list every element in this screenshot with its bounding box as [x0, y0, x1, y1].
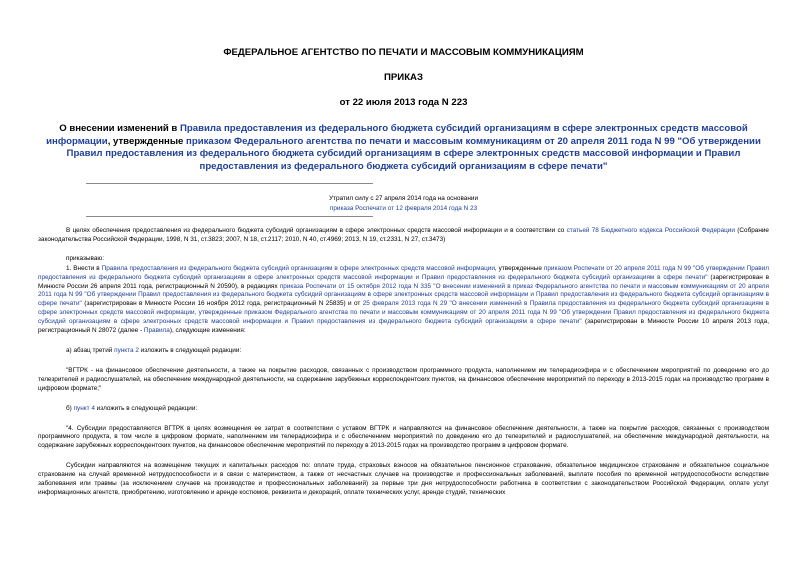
quote-vgtrk: "ВГТРК - на финансовое обеспечение деятельности, а также на покрытие расходов, связанных с производством программного продукта, наполнением им телерадиоэфира и с обеспечением мероприятий по доведению его до телезрителей и радиослушателей, на обеспечение международной деятельности, на содержание зарубежных корреспондентских пунктов, на финансовое обеспечение мероприятий по переходу в 2013-2015 годах на производство программ в цифровом формате;"	[38, 366, 769, 392]
status-note-text: Утратил силу с 27 апреля 2014 года на основании	[328, 195, 479, 202]
item1-text-1: 1. Внести в	[66, 264, 102, 272]
document-title	[38, 123, 769, 173]
item1-link-rules-short[interactable]: Правила	[143, 327, 170, 335]
document-type: ПРИКАЗ	[384, 72, 423, 83]
item1-link-order-335[interactable]: приказа Роспечати от 15 октября 2012 года N 335 "О внесении изменений в приказ Федерального агентства по печати и массовым коммуникациям от 20 апреля 2011 года N 99 "Об утверждении Правил предоставления из федерального бюджета субсидий организациям в сфере электронных средств массовой информации и Правил предоставления из федерального бюджета субсидий организациям в сфере печати"	[38, 282, 769, 308]
link-budget-code[interactable]: статьей 78 Бюджетного кодекса Российской Федерации	[566, 227, 735, 234]
status-note	[38, 194, 769, 213]
item-a-paragraph	[38, 347, 769, 356]
link-punkt-2[interactable]: пункта 2	[114, 346, 139, 354]
item-b-paragraph	[38, 405, 769, 414]
item1-text-5: (зарегистрирован в Минюсте России 10 апреля 2013 года, регистрационный N 28072 (далее -	[38, 318, 769, 335]
title-mid: , утвержденные	[107, 135, 187, 147]
item1-text-2: , утвержденные	[494, 264, 544, 272]
item-a-text-2: изложить в следующей редакции:	[138, 346, 242, 354]
item1-text-3: (зарегистрирован в Минюсте России 26 апреля 2011 года, регистрационный N 20590), в редакциях	[38, 273, 769, 290]
prikazyvayu: приказываю:	[66, 254, 104, 262]
item-b-text-1: б)	[66, 404, 74, 412]
item1-link-order-99[interactable]: приказом Роспечати от 20 апреля 2011 года N 99 "Об утверждении Правил предоставления из федерального бюджета субсидий организациям в сфере электронных средств массовой информации и Правил предоставления из федерального бюджета субсидий организациям в сфере печати"	[38, 264, 769, 281]
preamble-paragraph	[38, 227, 769, 245]
subsidies-paragraph: Субсидии направляются на возмещение текущих и капитальных расходов по: оплате труда, страховых взносов на обязательное пенсионное страхование, обязательное медицинское страхование и обязательное социальное страхование на случай временной нетрудоспособности и в связи с материнством, а также от несчастных случаев на производстве и профессиональных заболеваний, выплате пособия по временной нетрудоспособности вследствие заболевания или травмы (за исключением случаев на производстве и профессиональных заболеваний) за первые три дня нетрудоспособности работника в соответствии с законодательством Российской Федерации, оплате услуг информационных агентств, приобретению, изготовлению и аренде костюмов, реквизита и декораций, оплате технических услуг, аренде студий, технических	[38, 462, 769, 496]
preamble-text-2: (Собрание законодательства Российской Федерации, 1998, N 31, ст.3823; 2007, N 18, ст.2117; 2010, N 40, ст.4969; 2013, N 19, ст.2331, N 27, ст.3473)	[38, 227, 769, 243]
quote-punkt-4: "4. Субсидии предоставляются ВГТРК в целях возмещения ее затрат в соответствии с уставом ВГТРК и направляются на финансовое обеспечение деятельности, а также на покрытие расходов, связанных с производством программного продукта, в том числе в цифровом формате, наполнением им телерадиоэфира и с обеспечением мероприятий по доведению его до телезрителей и радиослушателей, на обеспечение международной деятельности, на содержание зарубежных корреспондентских пунктов, на финансовое обеспечение мероприятий по переходу в 2013-2015 годах на производство программ в цифровом формате.	[38, 424, 769, 450]
title-link-order[interactable]: приказом Федерального агентства по печати и массовым коммуникациям от 20 апреля 2011 года N 99 "Об утверждении Правил предоставления из федерального бюджета субсидий организациям в сфере электронных средств массовой информации и Правил предоставления из федерального бюджета субсидий организациям в сфере печати"	[66, 135, 761, 172]
preamble-text-1: В целях обеспечения предоставления из федерального бюджета субсидий организациям в сфере электронных средств массовой информации и в соответствии со	[66, 227, 567, 234]
item1-text-6: ), следующие изменения:	[169, 327, 246, 335]
item-1-paragraph	[38, 265, 769, 336]
status-note-link[interactable]: приказа Роспечати от 12 февраля 2014 года N 23	[329, 204, 478, 212]
link-punkt-4[interactable]: пункт 4	[73, 404, 95, 412]
item1-link-order-29[interactable]: 25 февраля 2013 года N 29 "О внесении изменений в Правила предоставления из федерального бюджета субсидий организациям в сфере электронных средств массовой информации, утвержденные приказом Федерального агентства по печати и массовым коммуникациям от 20 апреля 2011 года N 99 "Об утверждении Правил предоставления из федерального бюджета субсидий организациям в сфере электронных средств массовой информации и Правил предоставления из федерального бюджета субсидий организациям в сфере печати"	[38, 300, 770, 326]
title-prefix: О внесении изменений в	[59, 123, 180, 134]
separator-bottom	[86, 216, 373, 217]
separator-top	[86, 183, 373, 184]
title-link-rules[interactable]: Правила предоставления из федерального бюджета субсидий организациям в сфере электронных средств массовой информации	[46, 123, 748, 147]
item1-link-rules[interactable]: Правила предоставления из федерального бюджета субсидий организациям в сфере электронных средств массовой информации	[101, 264, 495, 272]
agency-name: ФЕДЕРАЛЬНОЕ АГЕНТСТВО ПО ПЕЧАТИ И МАССОВЫМ КОММУНИКАЦИЯМ	[223, 47, 584, 58]
item1-text-4: (зарегистрирован в Минюсте России 16 ноября 2012 года, регистрационный N 25835) и от	[81, 300, 363, 308]
item-b-text-2: изложить в следующей редакции:	[94, 404, 198, 412]
document-date-number: от 22 июля 2013 года N 223	[339, 97, 468, 108]
item-a-text-1: а) абзац третий	[66, 346, 115, 354]
